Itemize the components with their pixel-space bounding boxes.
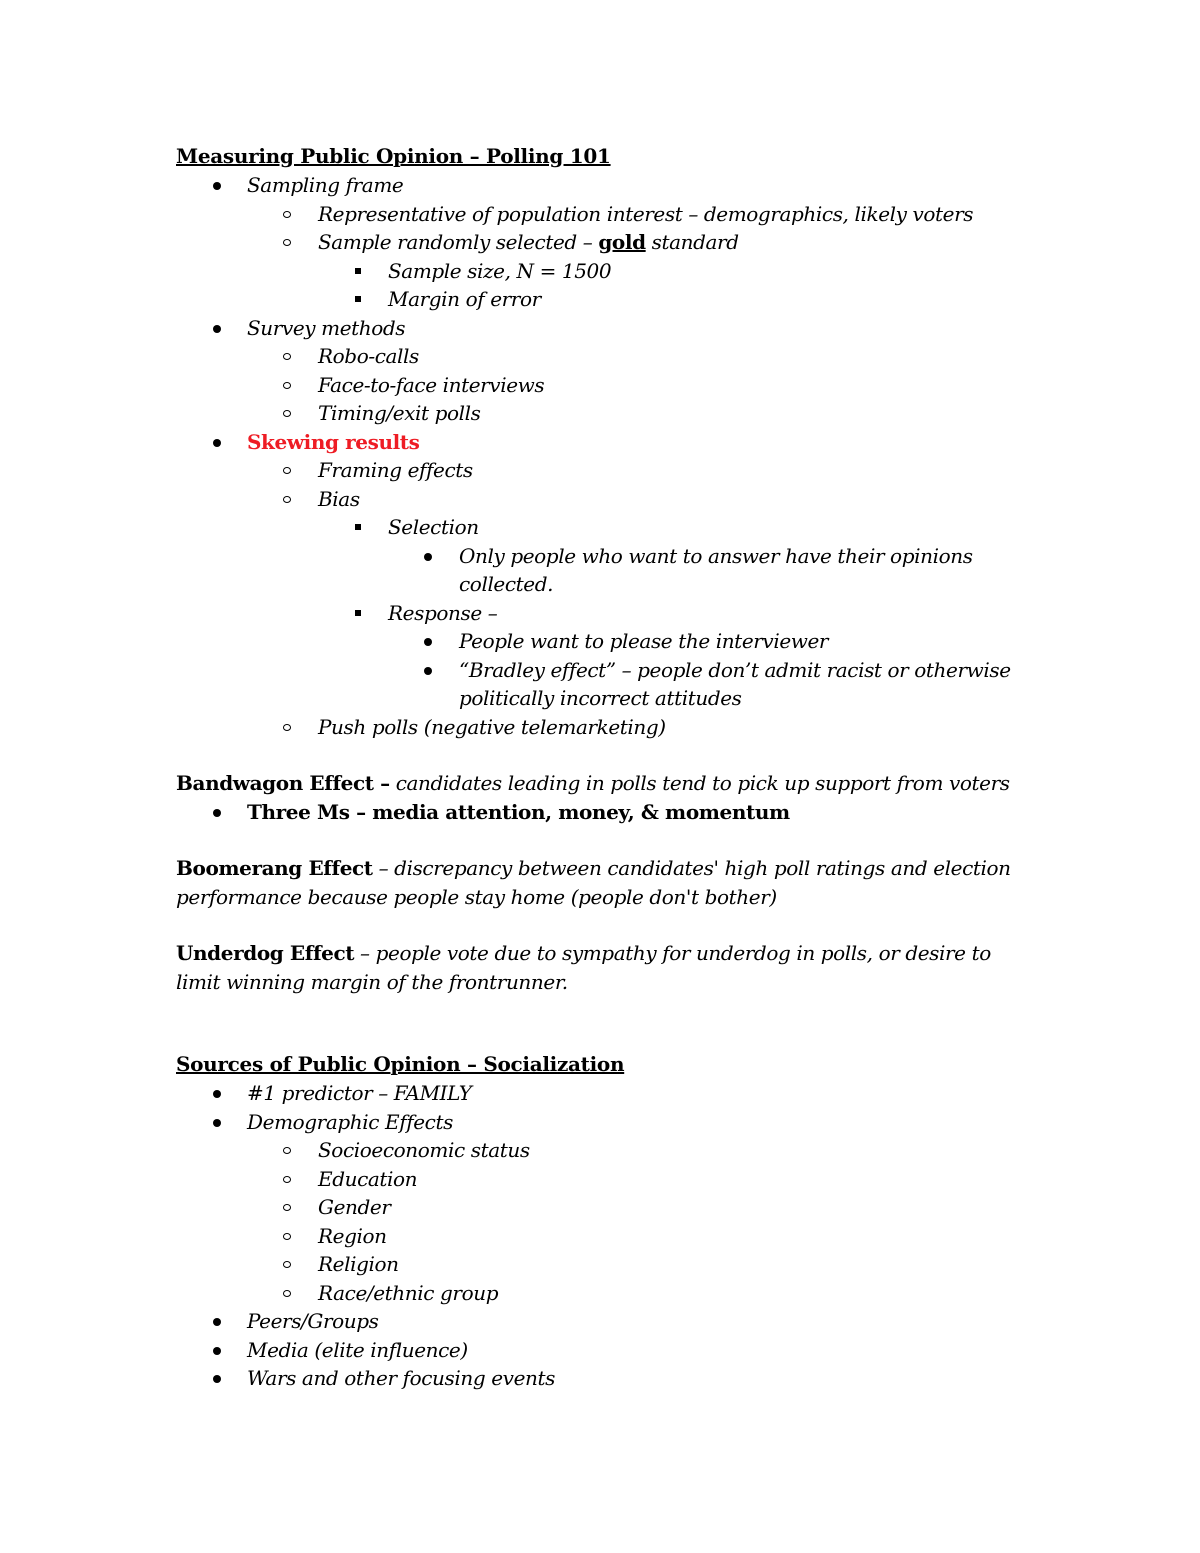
list-item (176, 1250, 1036, 1279)
list-item (176, 1108, 1036, 1137)
emphasis-gold: gold (598, 230, 646, 254)
list-item (176, 627, 1036, 656)
list-item (176, 1136, 1036, 1165)
item-text: Region (318, 1223, 387, 1248)
list-item (176, 1307, 1036, 1336)
list-item (176, 485, 1036, 514)
item-text: Socioeconomic status (318, 1138, 530, 1162)
item-text: “Bradley effect” – people don’t admit racist or otherwise politically incorrect attitudes (459, 657, 1011, 710)
list-item (176, 599, 1036, 628)
item-text: Response – (388, 600, 498, 625)
list-item (176, 342, 1036, 371)
item-text: Representative of population interest – demographics, likely voters (318, 201, 974, 226)
list-item (176, 1193, 1036, 1222)
item-text: #1 predictor – FAMILY (247, 1081, 472, 1105)
paragraph-underdog (176, 939, 1036, 996)
list-item (176, 456, 1036, 485)
list-item (176, 513, 1036, 542)
list-item (176, 428, 1036, 457)
definition-bandwagon: candidates leading in polls tend to pick up support from voters (389, 771, 1010, 795)
term-underdog: Underdog Effect (176, 941, 355, 965)
item-text: Framing effects (318, 458, 473, 482)
item-text: Media (elite influence) (247, 1337, 468, 1362)
item-text: Education (318, 1166, 418, 1191)
document-body (176, 142, 1036, 1393)
item-text: Face-to-face interviews (318, 372, 545, 397)
section-heading-polling: Measuring Public Opinion – Polling 101 (176, 144, 611, 168)
item-text: Timing/exit polls (318, 401, 481, 425)
item-text: Race/ethnic group (318, 1280, 499, 1305)
list-item (176, 200, 1036, 229)
item-text: Sample randomly selected – (318, 230, 599, 254)
list-item (176, 257, 1036, 286)
item-text: Wars and other focusing events (247, 1366, 555, 1390)
definition-underdog: – people vote due to sympathy for underdog in polls, or desire to limit winning margin of the frontrunner. (176, 941, 991, 994)
list-item (176, 1165, 1036, 1194)
item-text: Bias (318, 486, 360, 511)
paragraph-bandwagon (176, 769, 1036, 798)
list-item (176, 1279, 1036, 1308)
highlight-skewing-results: Skewing results (247, 429, 420, 454)
item-text: Religion (318, 1252, 399, 1276)
list-item (176, 171, 1036, 200)
list-item (176, 399, 1036, 428)
list-item (176, 285, 1036, 314)
item-text: Robo-calls (318, 344, 419, 368)
item-text: Selection (388, 515, 479, 539)
term-bandwagon: Bandwagon Effect – (176, 771, 390, 795)
item-text: Only people who want to answer have their opinions collected. (459, 543, 973, 596)
term-boomerang: Boomerang Effect (176, 856, 373, 880)
item-text: Gender (318, 1195, 391, 1219)
list-item (176, 713, 1036, 742)
definition-boomerang: – discrepancy between candidates' high poll ratings and election performance because people stay home (people don't bother) (176, 856, 1011, 909)
list-item (176, 1222, 1036, 1251)
item-text: Push polls (negative telemarketing) (318, 714, 666, 739)
list-item (176, 371, 1036, 400)
item-text: Three Ms – media attention, money, & momentum (247, 799, 790, 824)
list-item (176, 1364, 1036, 1393)
section-heading-socialization: Sources of Public Opinion – Socialization (176, 1052, 625, 1076)
item-text: Peers/Groups (247, 1309, 379, 1333)
item-text: Margin of error (388, 287, 541, 311)
list-item (176, 656, 1019, 713)
list-item (176, 314, 1036, 343)
list-item (176, 228, 1036, 257)
item-text: People want to please the interviewer (459, 629, 829, 653)
item-text: Demographic Effects (247, 1109, 453, 1134)
list-item (176, 542, 979, 599)
item-text: Sample size, N = 1500 (388, 258, 612, 283)
item-text: Sampling frame (247, 173, 404, 197)
item-text: Survey methods (247, 315, 406, 340)
list-item (176, 1336, 1036, 1365)
item-text: standard (645, 230, 739, 254)
list-item (176, 1079, 1036, 1108)
paragraph-boomerang (176, 854, 1036, 911)
list-item (176, 798, 1036, 827)
